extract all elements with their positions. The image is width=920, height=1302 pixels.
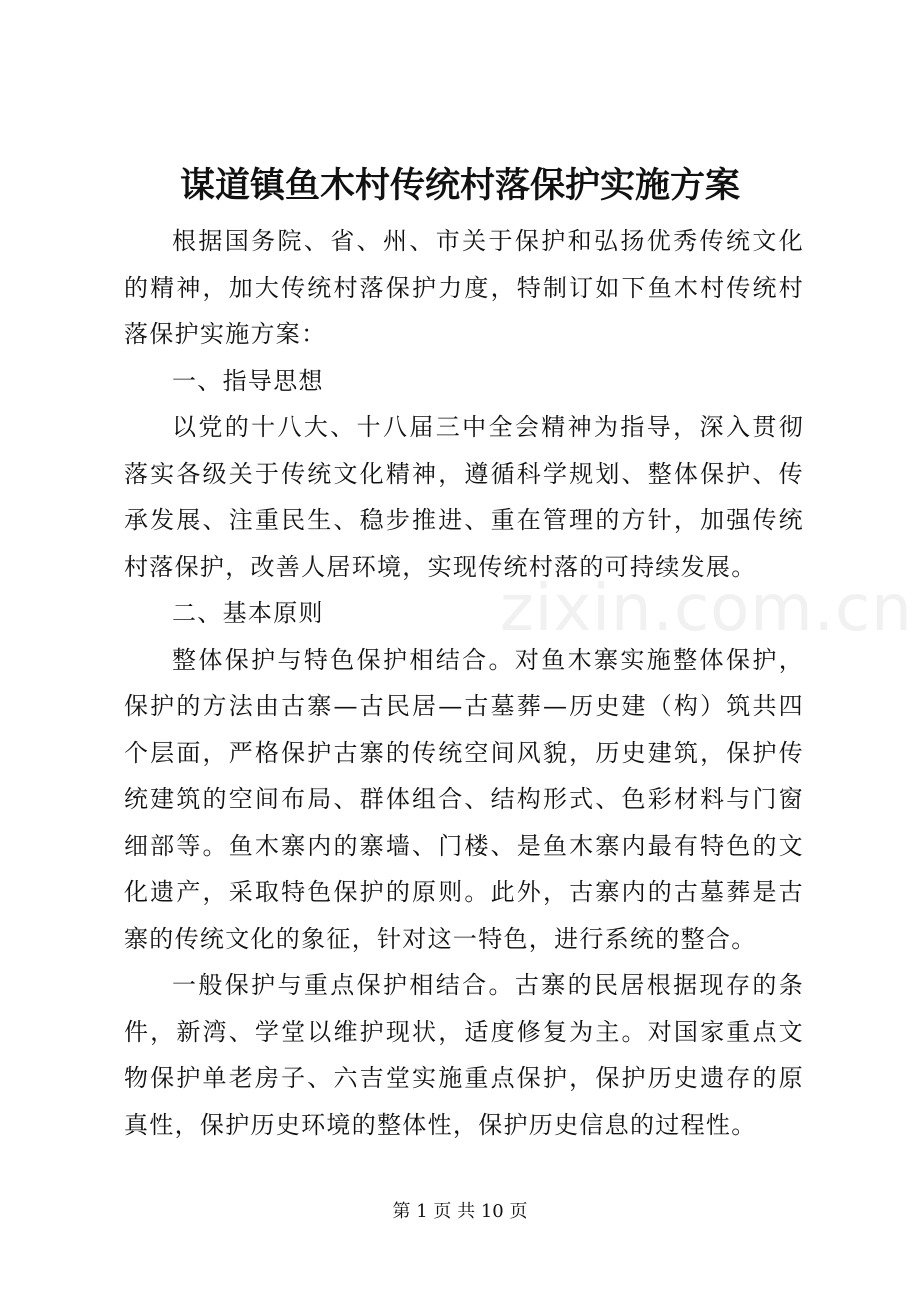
section-heading-guiding-ideology: 一、指导思想 xyxy=(172,366,324,395)
principle-paragraph-overall: 整体保护与特色保护相结合。对鱼木寨实施整体保护，保护的方法由古寨—古民居—古墓葬—历史建（构）筑共四个层面，严格保护古寨的传统空间风貌，历史建筑，保护传统建筑的空间布局、群体组合、结构形式、色彩材料与门窗细部等。鱼木寨内的寨墙、门楼、是鱼木寨内最有特色的文化遗产，采取特色保护的原则。此外，古寨内的古墓葬是古寨的传统文化的象征，针对这一特色，进行系统的整合。 xyxy=(124,645,804,953)
watermark: zixin.com.cn xyxy=(500,572,913,646)
page-footer: 第 1 页 共 10 页 xyxy=(392,1201,528,1222)
document-body xyxy=(124,218,804,1148)
document-title: 谋道镇鱼木村传统村落保护实施方案 xyxy=(179,165,740,206)
section-heading-basic-principles: 二、基本原则 xyxy=(172,599,324,627)
principle-paragraph-key: 一般保护与重点保护相结合。古寨的民居根据现存的条件，新湾、学堂以维护现状，适度修复为主。对国家重点文物保护单老房子、六吉堂实施重点保护，保护历史遗存的原真性，保护历史环境的整体性，保护历史信息的过程性。 xyxy=(124,971,804,1139)
guiding-ideology-paragraph: 以党的十八大、十八届三中全会精神为指导，深入贯彻落实各级关于传统文化精神，遵循科学规划、整体保护、传承发展、注重民生、稳步推进、重在管理的方针，加强传统村落保护，改善人居环境，实现传统村落的可持续发展。 xyxy=(124,413,804,581)
intro-paragraph: 根据国务院、省、州、市关于保护和弘扬优秀传统文化的精神，加大传统村落保护力度，特制订如下鱼木村传统村落保护实施方案： xyxy=(124,227,804,348)
